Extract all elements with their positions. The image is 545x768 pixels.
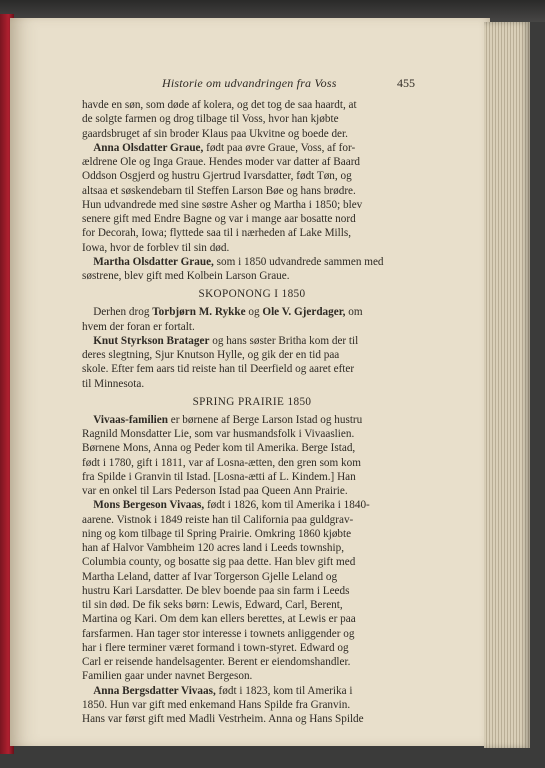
text-line: søstrene, blev gift med Kolbein Larson Graue. [82,270,290,282]
text-line: til Minnesota. [82,377,145,390]
text-line: Børnene Mons, Anna og Peder kom til Amerika. Berge Istad, [82,442,356,455]
text-line: hustru Kari Larsdatter. De blev boende paa sin farm i Leeds [82,584,350,597]
text-line: Ragnild Monsdatter Lie, som var husmandsfolk i Vivaaslien. [82,428,355,440]
paragraph-knut [82,334,422,348]
text-line: Columbia county, og bosatte sig paa dette. Han blev gift med [82,556,356,569]
paragraph-vivaas-familien [82,413,422,427]
paragraph-mons [82,498,422,512]
text-line: Martha Leland, datter af Ivar Torgerson Gjelle Leland og [82,570,338,583]
running-title: Historie om udvandringen fra Voss [162,76,337,90]
text-run: og hans søster Britha kom der til [209,334,359,347]
text-run: født i 1826, kom til Amerika i 1840- [204,499,370,512]
text-run: er børnene af Berge Larson Istad og hustru [167,413,363,426]
text-line: han af Halvor Vambheim 120 acres land i Leeds township, [82,542,345,554]
text-line: ældrene Ole og Inga Graue. Hendes moder var datter af Baard [82,156,361,168]
text-line: gaardsbruget af sin broder Klaus paa Ukvitne og boede der. [82,127,348,140]
text-line: var en onkel til Lars Pederson Istad paa Queen Ann Prairie. [82,485,348,497]
person-name: Torbjørn M. Rykke [152,306,246,319]
text-line: hvem der foran er fortalt. [82,320,195,333]
text-line: farsfarmen. Han tager stor interesse i townets anliggender og [82,627,355,640]
text-run: om [345,306,363,319]
text-line: Hun udvandrede med sine søstre Asher og Martha i 1850; blev [82,198,363,211]
person-name: Knut Styrkson Bratager [93,334,210,347]
person-name: Vivaas-familien [93,413,168,426]
paragraph-skopononig [82,305,422,319]
text-run: født i 1823, kom til Amerika i [215,684,353,697]
person-name: Mons Bergeson Vivaas, [93,499,205,512]
text-line: Martina og Kari. Om dem kan ellers berettes, at Lewis er paa [82,613,356,626]
text-line: født i 1780, gift i 1811, var af Losna-ætten, den gren som kom [82,456,361,469]
paragraph-martha [82,255,422,269]
text-run: og [245,306,263,319]
paragraph-anna-olsdatter [82,141,422,155]
text-line: senere gift med Endre Bagne og var i mange aar bosatte nord [82,213,356,225]
running-head [0,76,545,94]
text-line: 1850. Hun var gift med enkemand Hans Spilde fra Granvin. [82,698,351,711]
person-name: Ole V. Gjerdager, [262,306,346,319]
paragraph-anna-bergsdatter [82,684,422,698]
text-line: deres slegtning, Sjur Knutson Hylle, og gik der en tid paa [82,349,340,361]
text-line: for Decorah, Iowa; flyttede saa til i nærheden af Lake Mills, [82,227,352,240]
page-number: 455 [397,76,415,90]
person-name: Anna Olsdatter Graue, [93,141,204,154]
person-name: Anna Bergsdatter Vivaas, [93,684,216,697]
text-line: havde en søn, som døde af kolera, og det tog de saa haardt, at [82,99,357,111]
text-run: Derhen drog [93,306,153,319]
text-line: Familien gaar under navnet Bergeson. [82,670,253,683]
person-name: Martha Olsdatter Graue, [93,255,214,268]
text-line: har i flere terminer været formand i town-styret. Edward og [82,641,349,654]
text-line: Hans var først gift med Madli Vestrheim. Anna og Hans Spilde [82,713,364,725]
text-line: fra Spilde i Granvin til Istad. [Losna-ætti af L. Kindem.] Han [82,470,356,483]
text-run: som i 1850 udvandrede sammen med [213,255,384,268]
text-line: de solgte farmen og drog tilbage til Voss, hvor han kjøbte [82,113,339,126]
text-line: aarene. Vistnok i 1849 reiste han til California paa guldgrav- [82,513,354,526]
page-edges [484,22,530,748]
text-run: født paa øvre Graue, Voss, af for- [203,141,356,154]
text-line: Iowa, hvor de forblev til sin død. [82,241,230,254]
text-line: Oddson Osgjerd og hustru Gjertrud Ivarsdatter, født Tøn, og [82,170,352,183]
text-line: til sin død. De fik seks børn: Lewis, Edward, Carl, Berent, [82,599,343,611]
text-line: Carl er reisende handelsagenter. Berent er eiendomshandler. [82,656,351,668]
section-heading-spring-prairie: SPRING PRAIRIE 1850 [192,395,312,408]
text-line: altsaa et søskendebarn til Steffen Larson Bøe og hans brødre. [82,184,356,197]
body-text [82,98,422,726]
text-line: ning og kom tilbage til Spring Prairie. Omkring 1860 kjøbte [82,527,352,540]
text-line: skole. Efter fem aars tid reiste han til Deerfield og aaret efter [82,363,355,376]
section-heading-skopononig: SKOPONONG I 1850 [198,288,306,301]
